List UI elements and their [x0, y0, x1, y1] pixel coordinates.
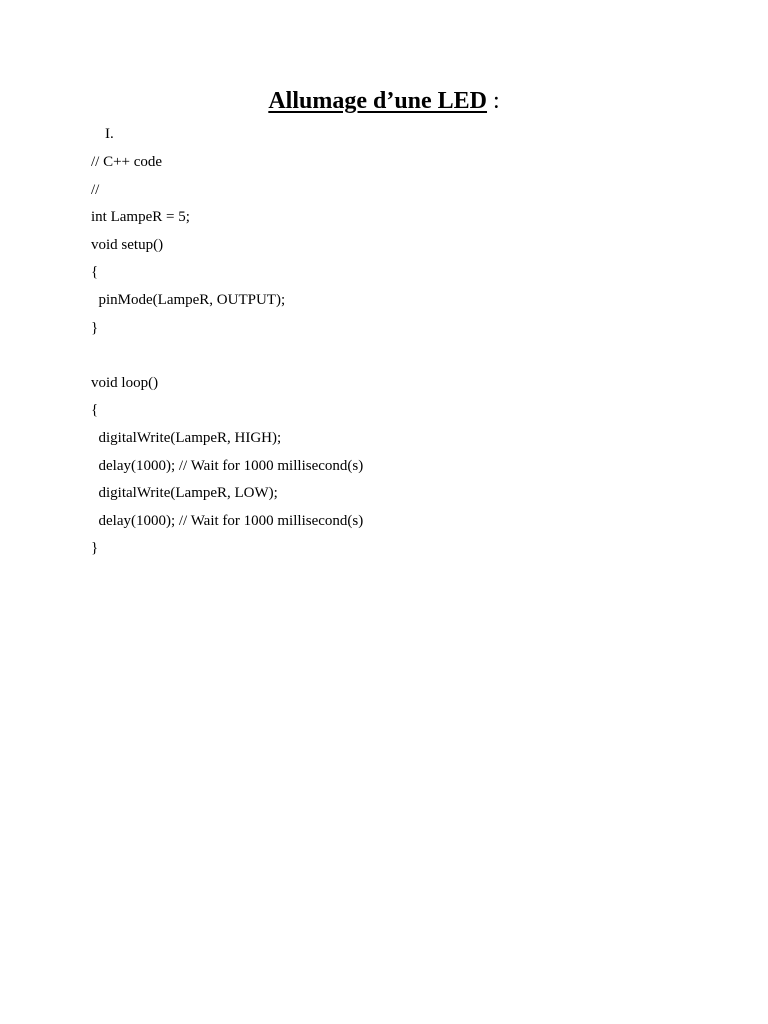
code-line: {	[91, 402, 99, 419]
code-line: int LampeR = 5;	[91, 209, 190, 226]
code-line: }	[91, 319, 99, 336]
code-line: delay(1000); // Wait for 1000 millisecond(s)	[91, 512, 364, 529]
code-line: // C++ code	[91, 154, 163, 170]
code-line: void setup()	[91, 236, 164, 253]
code-line: void loop()	[91, 374, 159, 391]
title-colon: :	[487, 88, 500, 114]
code-block	[91, 153, 363, 567]
title-main-text: Allumage d’une LED	[268, 88, 488, 114]
code-line: }	[91, 540, 99, 557]
page-title	[0, 86, 768, 116]
code-line: //	[91, 181, 100, 198]
code-line: delay(1000); // Wait for 1000 millisecond(s)	[91, 457, 364, 474]
code-line	[91, 346, 363, 374]
code-line: digitalWrite(LampeR, LOW);	[91, 485, 278, 502]
code-line: {	[91, 264, 99, 281]
code-line: pinMode(LampeR, OUTPUT);	[91, 291, 286, 308]
section-number: I.	[105, 126, 114, 142]
code-line: digitalWrite(LampeR, HIGH);	[91, 429, 282, 446]
